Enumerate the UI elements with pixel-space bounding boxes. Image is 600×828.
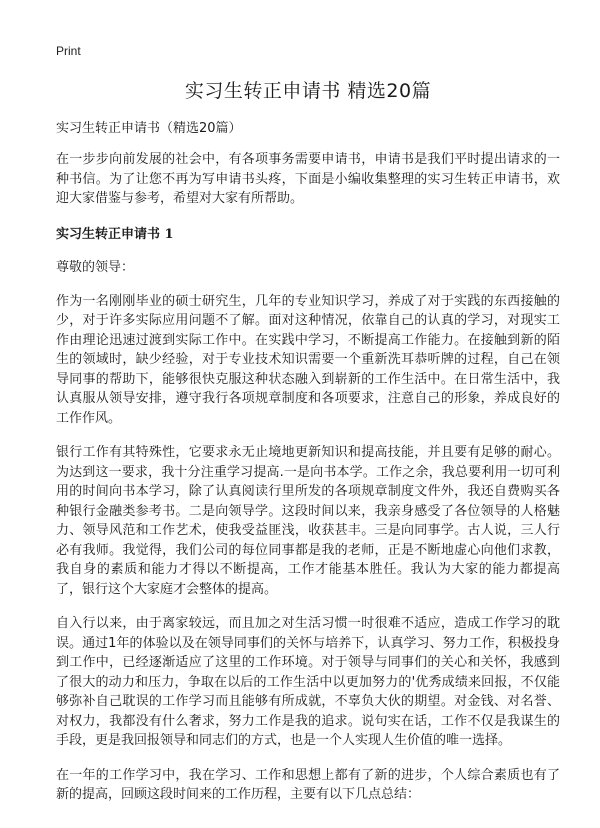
intro-paragraph: 在一步步向前发展的社会中，有各项事务需要申请书，申请书是我们平时提出请求的一种书信。为了让您不再为写申请书头疼，下面是小编收集整理的实习生转正申请书，欢迎大家借鉴与参考，希望对大家有所帮助。 xyxy=(56,152,560,206)
print-link[interactable]: Print xyxy=(56,44,81,58)
greeting: 尊敬的领导： xyxy=(56,259,135,275)
body-paragraph-4: 在一年的工作学习中，我在学习、工作和思想上都有了新的进步，个人综合素质也有了新的提高，回顾这段时间来的工作历程，主要有以下几点总结： xyxy=(56,767,560,802)
section-heading: 实习生转正申请书 1 xyxy=(56,226,174,242)
body-paragraph-3: 自入行以来，由于离家较远，而且加之对生活习惯一时很难不适应，造成工作学习的耽误。通过1年的体验以及在领导同事们的关怀与培养下，认真学习、努力工作，积极投身到工作中，已经逐渐适应了这里的工作环境。对于领导与同事们的关心和关怀，我感到了很大的动力和压力，争取在以后的工作生活中以更加努力的'优秀成绩来回报，不仅能够弥补自己耽误的工作学习而且能够有所成就，不辜负大伙的期望。对金钱、对名誉、对权力，我都没有什么奢求，努力工作是我的追求。说句实在话，工作不仅是我谋生的手段，更是我回报领导和同志们的方式，也是一个人实现人生价值的唯一选择。 xyxy=(56,616,560,748)
document-subtitle: 实习生转正申请书（精选20篇） xyxy=(56,121,242,136)
document-title: 实习生转正申请书 精选20篇 xyxy=(184,80,432,102)
body-paragraph-1: 作为一名刚刚毕业的硕士研究生，几年的专业知识学习，养成了对于实践的东西接触的少，对于许多实际应用问题不了解。面对这种情况，依靠自己的认真的学习，对现实工作由理论迅速过渡到实际工作中。在实践中学习，不断提高工作能力。在接触到新的陌生的领域时，缺少经验，对于专业技术知识需要一个重新洗耳恭听牌的过程，自己在领导同事的帮助下，能够很快克服这种状态融入到崭新的工作生活中。在日常生活中，我认真服从领导安排，遵守我行各项规章制度和各项要求，注意自己的形象，养成良好的工作作风。 xyxy=(56,293,560,426)
body-paragraph-2: 银行工作有其特殊性，它要求永无止境地更新知识和提高技能，并且要有足够的耐心。为达到这一要求，我十分注重学习提高.一是向书本学。工作之余，我总要利用一切可利用的时间向书本学习，除了认真阅读行里所发的各项规章制度文件外，我还自费购买各种银行金融类参考书。二是向领导学。这段时间以来，我亲身感受了各位领导的人格魅力、领导风范和工作艺术，使我受益匪浅，收获甚丰。三是向同事学。古人说，三人行必有我师。我觉得，我们公司的每位同事都是我的老师，正是不断地虚心向他们求教，我自身的素质和能力才得以不断提高，工作才能基本胜任。我认为大家的能力都提高了，银行这个大家庭才会整体的提高。 xyxy=(56,445,560,597)
